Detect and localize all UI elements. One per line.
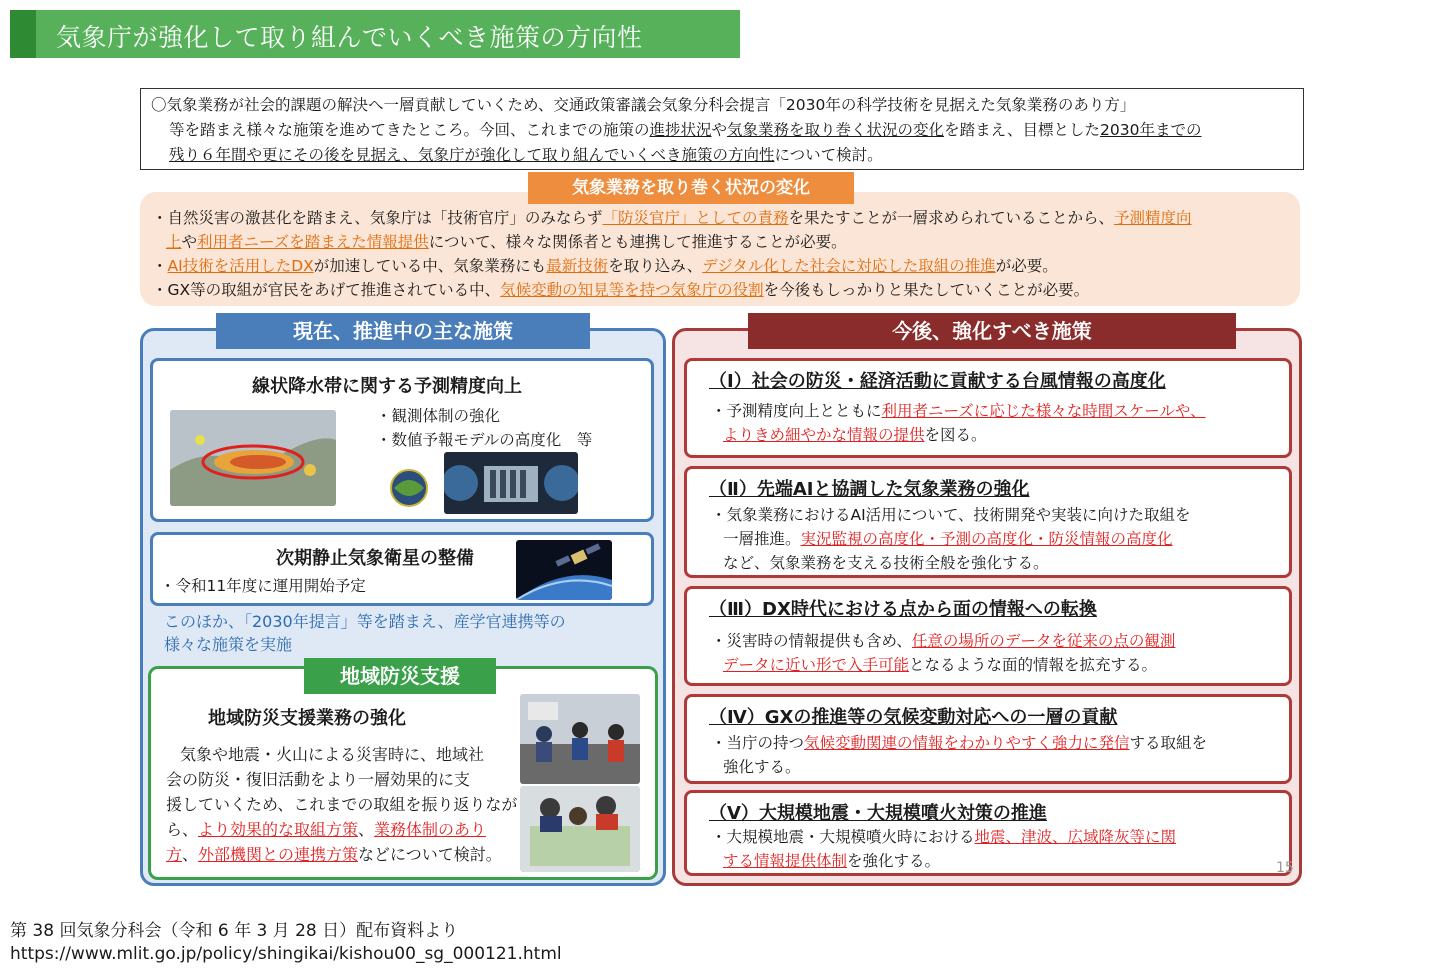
future-item-5-heading: （Ⅴ）大規模地震・大規模噴火対策の推進: [709, 803, 1047, 824]
regional-support-title: 地域防災支援業務の強化: [208, 708, 406, 729]
intro-box: [140, 88, 1304, 170]
regional-support-tag: 地域防災支援: [304, 658, 496, 694]
rainband-map-image: [170, 410, 336, 506]
future-item-gx: [684, 694, 1292, 784]
future-item-3-heading: （Ⅲ）DX時代における点から面の情報への転換: [709, 599, 1097, 620]
future-item-2-heading: （Ⅱ）先端AIと協調した気象業務の強化: [709, 479, 1030, 500]
future-item-3-body: ・災害時の情報提供も含め、任意の場所のデータを従来の点の観測 データに近い形で入手可能となるような面的情報を拡充する。: [711, 632, 1176, 674]
circumstances-bullet-1: ・自然災害の激甚化を踏まえ、気象庁は「技術官庁」のみならず「防災官庁」としての責務を果たすことが一層求められていることから、予測精度向: [152, 209, 1192, 227]
rainband-item-2: ・数値予報モデルの高度化 等: [376, 431, 593, 449]
himawari-image: [516, 540, 612, 600]
footer-url[interactable]: https://www.mlit.go.jp/policy/shingikai/kishou00_sg_000121.html: [10, 944, 562, 964]
future-item-1-heading: （Ⅰ）社会の防災・経済活動に貢献する台風情報の高度化: [709, 371, 1166, 392]
current-measures-header: 現在、推進中の主な施策: [216, 313, 590, 349]
future-item-5-body: ・大規模地震・大規模噴火時における地震、津波、広域降灰等に関 する情報提供体制を強化する。: [711, 828, 1177, 870]
map-meeting-photo: [520, 786, 640, 872]
title-accent: [10, 10, 36, 58]
future-measures-header: 今後、強化すべき施策: [748, 313, 1236, 349]
future-item-4-heading: （Ⅳ）GXの推進等の気候変動対応への一層の貢献: [709, 707, 1118, 728]
future-item-earthquake: [684, 790, 1292, 876]
page-title: 気象庁が強化して取り組んでいくべき施策の方向性: [56, 23, 643, 52]
circumstances-tag: 気象業務を取り巻く状況の変化: [528, 172, 854, 204]
other-measures-note: このほか、「2030年提言」等を踏まえ、産学官連携等の 様々な施策を実施: [164, 612, 566, 654]
future-item-typhoon: [684, 358, 1292, 458]
supercomputer-image: [444, 452, 578, 514]
operations-room-photo: [520, 694, 640, 784]
circumstances-bullet-1-cont: 上や利用者ニーズを踏まえた情報提供について、様々な関係者とも連携して推進することが必要。: [166, 233, 847, 251]
future-item-1-body: ・予測精度向上とともに利用者ニーズに応じた様々な時間スケールや、 よりきめ細やかな情報の提供を図る。: [711, 402, 1206, 444]
circumstances-bullet-3: ・GX等の取組が官民をあげて推進されている中、気候変動の知見等を持つ気象庁の役割を今後もしっかりと果たしていくことが必要。: [152, 281, 1090, 299]
page-number: 15: [1276, 860, 1294, 876]
circumstances-box: [140, 192, 1300, 306]
future-item-2-body: ・気象業務におけるAI活用について、技術開発や実装に向けた取組を 一層推進。実況監視の高度化・予測の高度化・防災情報の高度化 など、気象業務を支える技術全般を強化する。: [711, 506, 1191, 572]
future-item-ai: [684, 466, 1292, 578]
rainband-item-1: ・観測体制の強化: [376, 407, 501, 425]
satellite-title: 次期静止気象衛星の整備: [276, 548, 474, 569]
intro-line-1: 〇気象業務が社会的課題の解決へ一層貢献していくため、交通政策審議会気象分科会提言「2030年の科学技術を見据えた気象業務のあり方」: [151, 96, 1136, 114]
intro-line-3: 残り６年間や更にその後を見据え、気象庁が強化して取り組んでいくべき施策の方向性について検討。: [169, 146, 883, 164]
footer-source: 第 38 回気象分科会（令和 6 年 3 月 28 日）配布資料より: [10, 921, 459, 941]
intro-line-2: 等を踏まえ様々な施策を進めてきたところ。今回、これまでの施策の進捗状況や気象業務を取り巻く状況の変化を踏まえ、目標とした2030年までの: [169, 121, 1202, 139]
future-item-dx: [684, 586, 1292, 686]
satellite-obs-image: [384, 468, 434, 508]
regional-support-text: 気象や地震・火山による災害時に、地域社 会の防災・復旧活動をより一層効果的に支 援していくため、これまでの取組を振り返りなが ら、より効果的な取組方策、業務体制のあり 方、外部機関との連携方策などについて検討。: [166, 745, 518, 864]
future-item-4-body: ・当庁の持つ気候変動関連の情報をわかりやすく強力に発信する取組を 強化する。: [711, 734, 1208, 776]
satellite-item-1: ・令和11年度に運用開始予定: [160, 577, 366, 595]
title-bar: [10, 10, 740, 58]
circumstances-bullet-2: ・AI技術を活用したDXが加速している中、気象業務にも最新技術を取り込み、デジタル化した社会に対応した取組の推進が必要。: [152, 257, 1058, 275]
rainband-title: 線状降水帯に関する予測精度向上: [252, 376, 522, 397]
